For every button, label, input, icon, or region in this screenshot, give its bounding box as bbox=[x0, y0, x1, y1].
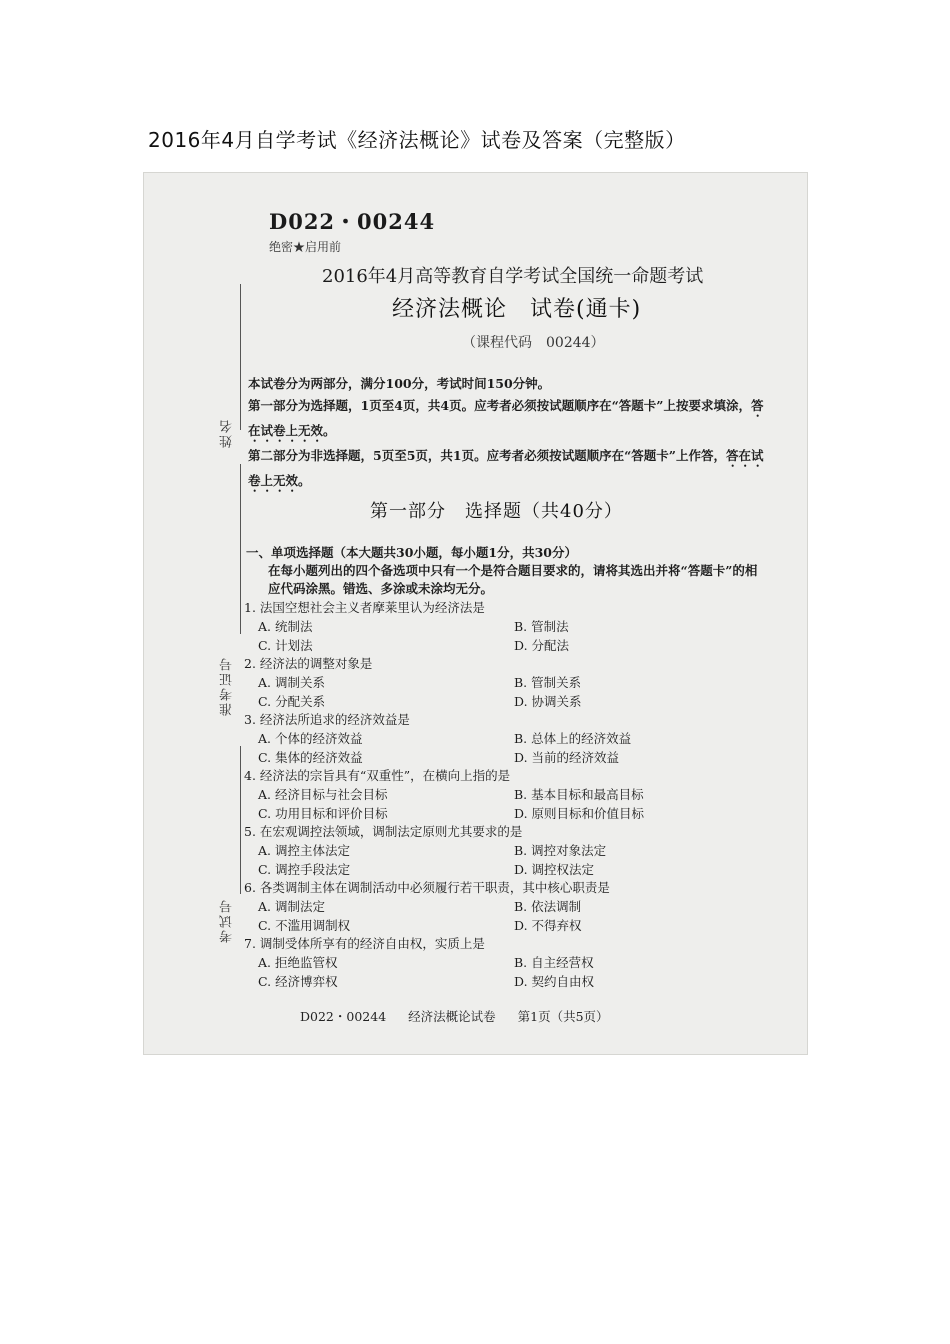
option-b: B. 依法调制 bbox=[514, 899, 582, 914]
binding-line bbox=[240, 464, 241, 634]
footer-paper-name: 经济法概论试卷 bbox=[408, 1009, 496, 1024]
section-title: 一、单项选择题（本大题共30小题，每小题1分，共30分） bbox=[246, 545, 577, 560]
option-d: D. 协调关系 bbox=[514, 694, 582, 709]
question-item bbox=[244, 934, 764, 990]
option-a: A. 调控主体法定 bbox=[258, 843, 350, 858]
section-instructions: 在每小题列出的四个备选项中只有一个是符合题目要求的，请将其选出并将“答题卡”的相应代码涂黑。错选、多涂或未涂均无分。 bbox=[268, 563, 758, 596]
question-stem: 1. 法国空想社会主义者摩莱里认为经济法是 bbox=[244, 600, 485, 615]
option-a: A. 调制法定 bbox=[258, 899, 325, 914]
note-part1-text: 第一部分为选择题，1页至4页，共4页。应考者必须按试题顺序在“答题卡”上按要求填涂， bbox=[248, 398, 751, 413]
option-c: C. 调控手段法定 bbox=[258, 862, 351, 877]
note-part2-text: 第二部分为非选择题，5页至5页，共1页。应考者必须按试题顺序在“答题卡”上作答， bbox=[248, 448, 726, 463]
option-c: C. 集体的经济效益 bbox=[258, 750, 363, 765]
question-item bbox=[244, 766, 764, 822]
binding-line bbox=[240, 746, 241, 894]
option-c: C. 不滥用调制权 bbox=[258, 918, 351, 933]
option-b: B. 管制法 bbox=[514, 619, 569, 634]
paper-code: D022・00244 bbox=[269, 209, 436, 234]
exam-name: 2016年4月高等教育自学考试全国统一命题考试 bbox=[322, 266, 704, 287]
question-stem: 6. 各类调制主体在调制活动中必须履行若干职责，其中核心职责是 bbox=[244, 880, 610, 895]
option-c: C. 经济博弈权 bbox=[258, 974, 338, 989]
question-stem: 5. 在宏观调控法领域，调制法定原则尤其要求的是 bbox=[244, 824, 523, 839]
confidential-mark: 绝密★启用前 bbox=[269, 240, 342, 254]
option-d: D. 契约自由权 bbox=[514, 974, 595, 989]
question-item bbox=[244, 598, 764, 654]
footer-page-number: 第1页（共5页） bbox=[517, 1009, 609, 1024]
note-part1-warning: 答在试卷上无效。 bbox=[248, 398, 764, 438]
option-d: D. 不得弃权 bbox=[514, 918, 582, 933]
question-stem: 3. 经济法所追求的经济效益是 bbox=[244, 712, 410, 727]
question-item bbox=[244, 822, 764, 878]
option-d: D. 原则目标和价值目标 bbox=[514, 806, 645, 821]
option-a: A. 个体的经济效益 bbox=[258, 731, 363, 746]
option-b: B. 自主经营权 bbox=[514, 955, 594, 970]
page-footer bbox=[300, 1007, 627, 1025]
option-b: B. 调控对象法定 bbox=[514, 843, 607, 858]
part-one-title: 第一部分 选择题（共40分） bbox=[370, 501, 623, 522]
exam-subject: 经济法概论 试卷(通卡) bbox=[392, 297, 642, 322]
note-part2-warning: 答在试卷上无效。 bbox=[248, 448, 764, 488]
option-b: B. 管制关系 bbox=[514, 675, 582, 690]
option-a: A. 统制法 bbox=[258, 619, 313, 634]
option-d: D. 当前的经济效益 bbox=[514, 750, 620, 765]
document-title: 2016年4月自学考试《经济法概论》试卷及答案（完整版） bbox=[148, 128, 686, 152]
course-code: （课程代码 00244） bbox=[462, 335, 605, 351]
option-d: D. 分配法 bbox=[514, 638, 570, 653]
option-c: C. 分配关系 bbox=[258, 694, 326, 709]
binding-seat-label: 考试号 bbox=[220, 898, 235, 943]
option-c: C. 计划法 bbox=[258, 638, 313, 653]
question-item bbox=[244, 654, 764, 710]
option-a: A. 经济目标与社会目标 bbox=[258, 787, 388, 802]
option-b: B. 基本目标和最高目标 bbox=[514, 787, 644, 802]
binding-name-label: 姓名 bbox=[220, 418, 235, 448]
exam-notes bbox=[248, 373, 768, 495]
question-stem: 2. 经济法的调整对象是 bbox=[244, 656, 373, 671]
note-part2 bbox=[248, 445, 768, 495]
section-header bbox=[246, 544, 766, 598]
option-c: C. 功用目标和评价目标 bbox=[258, 806, 388, 821]
binding-line bbox=[240, 284, 241, 430]
option-a: A. 调制关系 bbox=[258, 675, 325, 690]
option-a: A. 拒绝监管权 bbox=[258, 955, 338, 970]
note-total: 本试卷分为两部分，满分100分，考试时间150分钟。 bbox=[248, 376, 551, 391]
question-item bbox=[244, 710, 764, 766]
binding-ticket-label: 准考证号 bbox=[220, 656, 235, 716]
question-list bbox=[244, 598, 764, 990]
option-d: D. 调控权法定 bbox=[514, 862, 595, 877]
note-part1 bbox=[248, 395, 768, 445]
question-item bbox=[244, 878, 764, 934]
footer-code: D022・00244 bbox=[300, 1009, 387, 1024]
question-stem: 7. 调制受体所享有的经济自由权，实质上是 bbox=[244, 936, 485, 951]
question-stem: 4. 经济法的宗旨具有“双重性”，在横向上指的是 bbox=[244, 768, 511, 783]
option-b: B. 总体上的经济效益 bbox=[514, 731, 632, 746]
